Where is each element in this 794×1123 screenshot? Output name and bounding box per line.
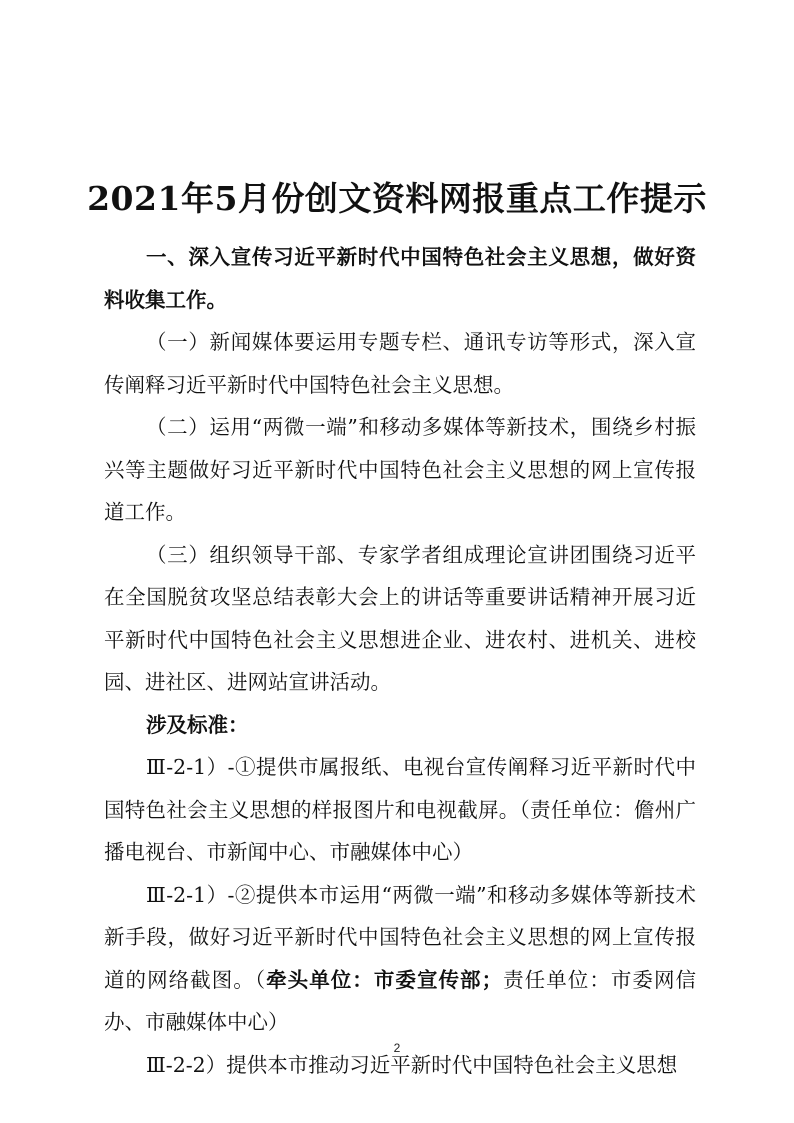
standard-item-2 bbox=[104, 874, 696, 1044]
standard-item-3: Ⅲ-2-2）提供本市推动习近平新时代中国特色社会主义思想 bbox=[146, 1052, 678, 1077]
section-item-3: （三）组织领导干部、专家学者组成理论宣讲团围绕习近平在全国脱贫攻坚总结表彰大会上的讲话等重要讲话精神开展习近平新时代中国特色社会主义思想进企业、进农村、进机关、进校园、进社区、进网站宣讲活动。 bbox=[104, 542, 696, 694]
standard-item-1: Ⅲ-2-1）-①提供市属报纸、电视台宣传阐释习近平新时代中国特色社会主义思想的样报图片和电视截屏。（责任单位：儋州广播电视台、市新闻中心、市融媒体中心） bbox=[104, 755, 696, 864]
section-item-1: （一）新闻媒体要运用专题专栏、通讯专访等形式，深入宣传阐释习近平新时代中国特色社会主义思想。 bbox=[104, 330, 696, 397]
section-heading: 一、深入宣传习近平新时代中国特色社会主义思想，做好资料收集工作。 bbox=[104, 245, 696, 312]
section-item-2: （二）运用“两微一端”和移动多媒体等新技术，围绕乡村振兴等主题做好习近平新时代中国特色社会主义思想的网上宣传报道工作。 bbox=[104, 415, 696, 524]
standard-item-2-lead-unit: 牵头单位：市委宣传部； bbox=[266, 967, 503, 992]
standards-label: 涉及标准： bbox=[146, 712, 249, 737]
standard-item-2-text-after: 责任单位：市委网信办、市融媒体中心） bbox=[104, 967, 697, 1034]
document-title: 2021年5月份创文资料网报重点工作提示 bbox=[87, 179, 707, 218]
standard-item-2-text-before: Ⅲ-2-1）-②提供本市运用“两微一端”和移动多媒体等新技术新手段，做好习近平新时代中国特色社会主义思想的网上宣传报道的网络截图。（ bbox=[104, 882, 696, 992]
page-number: 2 bbox=[393, 1041, 401, 1055]
document-body bbox=[104, 236, 696, 1086]
